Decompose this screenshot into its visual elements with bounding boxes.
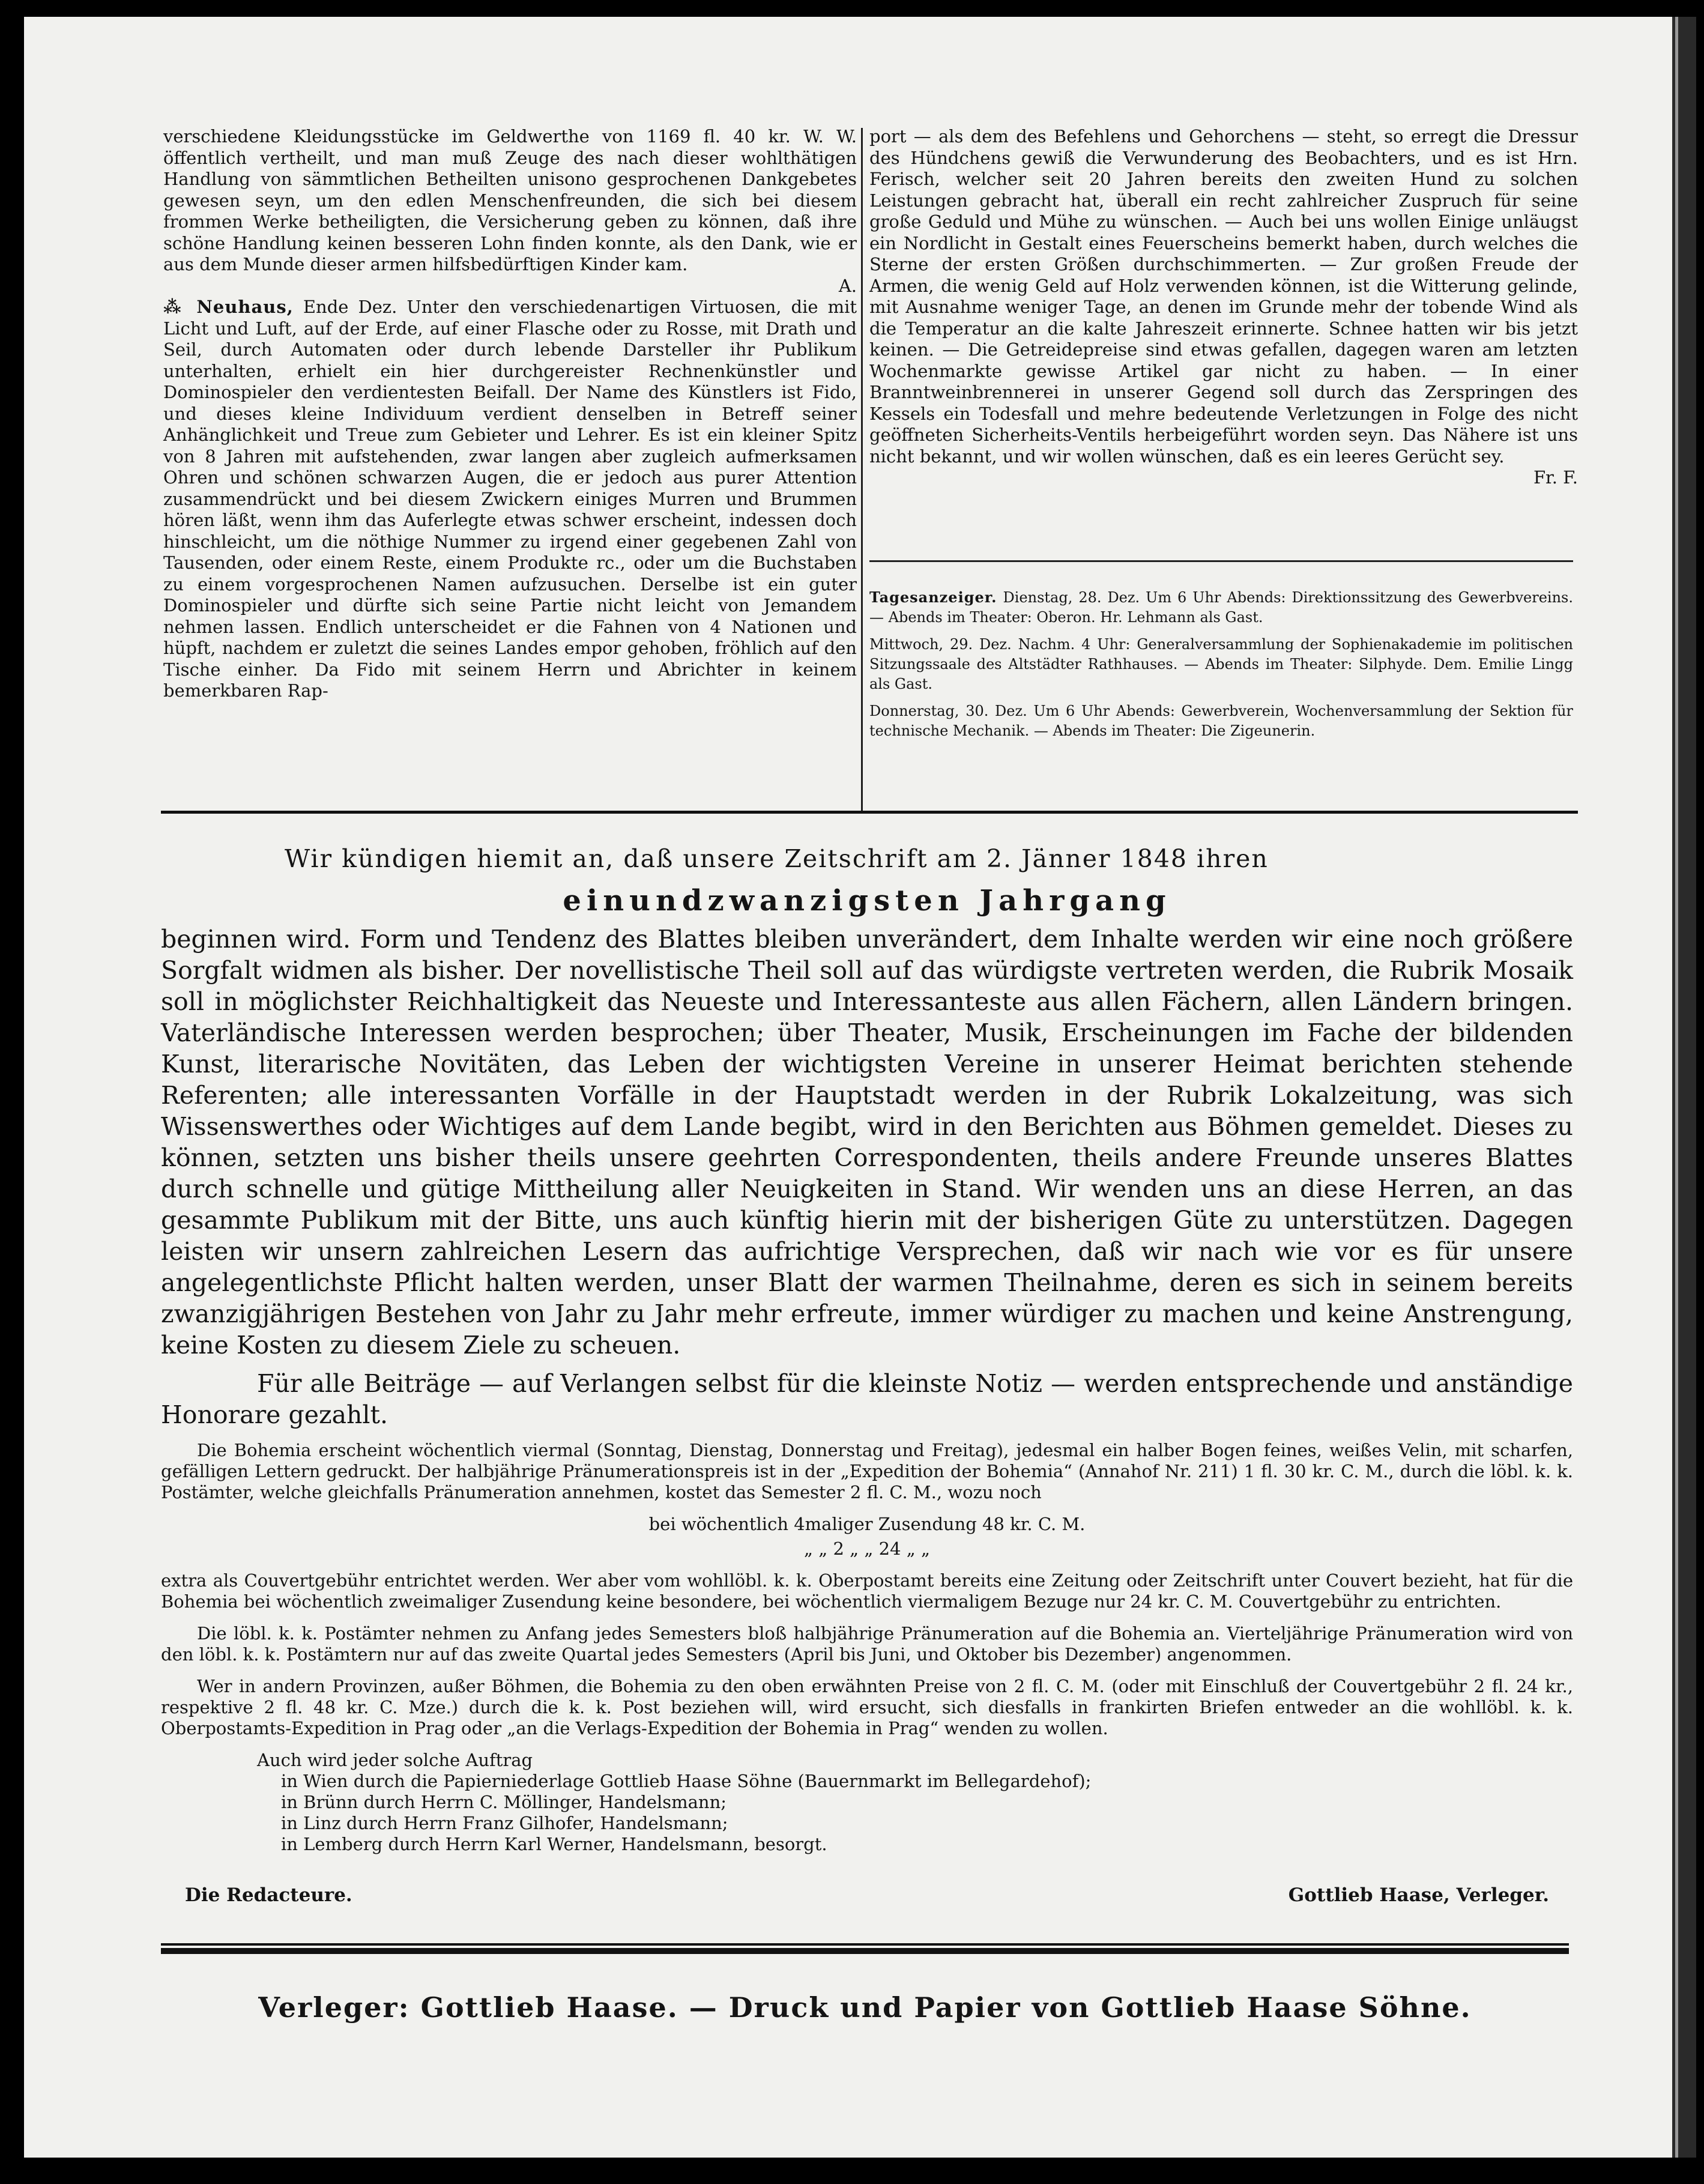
footer-rule-thin: [161, 1943, 1569, 1946]
footer-rule-thick: [161, 1948, 1569, 1954]
section-divider: [161, 811, 1578, 814]
neuhaus-report: Ende Dez. Unter den verschiedenartigen Virtuosen, die mit Licht und Luft, auf der Erde, auf einer Flasche oder zu Rosse, mit Drath und Seil, durch Automaten oder durch lebende Darsteller ihr Publikum unterhalten, erhielt ein hier durchgereister Rechnenkünstler und Dominospieler den verdientesten Beifall. Der Name des Künstlers ist Fido, und dieses kleine Individuum verdient denselben in Betreff seiner Anhänglichkeit und Treue zum Gebieter und Lehrer. Es ist ein kleiner Spitz von 8 Jahren mit aufstehenden, zwar langen aber zugleich aufmerksamen Ohren und schönen schwarzen Augen, die er jedoch aus purer Attention zusammendrückt und bei diesem Zwickern einiges Murren und Brummen hören läßt, wenn ihm das Auferlegte etwas schwer erscheint, indessen doch hinschleicht, um die nöthige Nummer zu irgend einer gegebenen Zahl von Tausenden, oder einem Reste, einem Produkte rc., oder um die Buchstaben zu einem vorgesprochenen Namen aufzusuchen. Derselbe ist ein guter Dominospieler und dürfte sich seine Partie nicht leicht von Jemandem nehmen lassen. Endlich unterscheidet er die Fahnen von 4 Nationen und hüpft, nachdem er zuletzt die seines Landes empor gehoben, fröhlich auf den Tische einher. Da Fido mit seinem Herrn und Abrichter in keinem bemerkbaren Rap-: [163, 297, 857, 701]
events-listing: [869, 587, 1573, 748]
neuhaus-lead: ⁂ Neuhaus,: [163, 297, 294, 317]
newspaper-page: [24, 17, 1672, 2158]
right-signature-1: Fr. F.: [1533, 467, 1578, 488]
editors-signature: Die Redacteure.: [185, 1884, 352, 1906]
events-heading: Tagesanzeiger.: [869, 588, 997, 606]
honorar-note: Für alle Beiträge — auf Verlangen selbst für die kleinste Notiz — werden entsprechende und anständige Honorare gezahlt.: [161, 1369, 1573, 1429]
delivery-rate-2x: „ „ 2 „ „ 24 „ „: [803, 1538, 931, 1559]
right-paragraph-1: port — als dem des Befehlens und Gehorchens — steht, so erregt die Dressur des Hündchens gewiß die Verwunderung des Beobachters, und es ist Hrn. Ferisch, welcher seit 20 Jahren bereits den zweiten Hund zu solchen Leistungen gebracht hat, überall ein recht zahlreicher Zuspruch für seine große Geduld und Mühe zu wünschen. — Auch bei uns wollen Einige unläugst ein Nordlicht in Gestalt eines Feuerscheins bemerkt haben, durch welches die Sterne der ersten Größen durchschimmerten. — Zur großen Freude der Armen, die wenig Geld auf Holz verwenden können, ist die Witterung gelinde, mit Ausnahme weniger Tage, an denen im Grunde mehr der tobende Wind als die Temperatur an die kalte Jahreszeit erinnerte. Schnee hatten wir bis jetzt keinen. — Die Getreidepreise sind etwas gefallen, dagegen waren am letzten Wochenmarkte gewisse Artikel gar nicht zu haben. — In einer Branntweinbrennerei in unserer Gegend soll durch das Zerspringen des Kessels ein Todesfall und mehre bedeutende Verletzungen in Folge des nicht geöffneten Sicherheits-Ventils herbeigeführt worden seyn. Das Nähere ist uns nicht bekannt, und wir wollen wünschen, daß es ein leeres Gerücht sey.: [869, 126, 1578, 467]
postamt-paragraph: Die löbl. k. k. Postämter nehmen zu Anfang jedes Semesters bloß halbjährige Pränumeration auf die Bohemia an. Vierteljährige Pränumeration wird von den löbl. k. k. Postämtern nur auf das zweite Quartal jedes Semesters (April bis Juni, und Oktober bis Dezember) angenommen.: [161, 1623, 1573, 1665]
event-tuesday-text: Dienstag, 28. Dez. Um 6 Uhr Abends: Direktionssitzung des Gewerbvereins. — Abends im Theater: Oberon. Hr. Lehmann als Gast.: [869, 589, 1573, 626]
left-column: [163, 126, 857, 702]
left-paragraph-1: verschiedene Kleidungsstücke im Geldwerthe von 1169 fl. 40 kr. W. W. öffentlich vertheilt, und man muß Zeuge des nach dieser wohlthätigen Handlung von sämmtlichen Betheilten unisono gesprochenen Dankgebetes gewesen seyn, um den edlen Menschenfreunden, die sich bei diesem frommen Werke betheiligten, die Versicherung geben zu können, daß ihre schöne Handlung keinen besseren Lohn finden konnte, als den Dank, wie er aus dem Munde dieser armen hilfsbedürftigen Kinder kam.: [163, 126, 857, 274]
left-signature-1: A.: [838, 275, 857, 296]
publisher-signature: Gottlieb Haase, Verleger.: [1288, 1884, 1549, 1906]
agent-lemberg: in Lemberg durch Herrn Karl Werner, Handelsmann, besorgt.: [281, 1834, 827, 1854]
announcement-body: beginnen wird. Form und Tendenz des Blattes bleiben unverändert, dem Inhalte werden wir eine noch größere Sorgfalt widmen als bisher. Der novellistische Theil soll auf das würdigste vertreten werden, die Rubrik Mosaik soll in möglichster Reichhaltigkeit das Neueste und Interessanteste aus allen Fächern, allen Ländern bringen. Vaterländische Interessen werden besprochen; über Theater, Musik, Erscheinungen im Fache der bildenden Kunst, literarische Novitäten, das Leben der wichtigsten Vereine in unserer Heimat berichten stehende Referenten; alle interessanten Vorfälle in der Hauptstadt werden in der Rubrik Lokalzeitung, was sich Wissenswerthes oder Wichtiges auf dem Lande begibt, wird in den Berichten aus Böhmen gemeldet. Dieses zu können, setzten uns bisher theils unsere geehrten Correspondenten, theils andere Freunde unseres Blattes durch schnelle und gütige Mittheilung aller Neuigkeiten in Stand. Wir wenden uns an diese Herren, an das gesammte Publikum mit der Bitte, uns auch künftig hierin mit der bisherigen Güte zu unterstützen. Dagegen leisten wir unsern zahlreichen Lesern das aufrichtige Versprechen, daß wir nach wie vor es für unsere angelegentlichste Pflicht halten werden, unser Blatt der warmen Theilnahme, deren es sich in seinem bereits zwanzigjährigen Bestehen von Jahr zu Jahr mehr erfreute, immer würdiger zu machen und keine Anstrengung, keine Kosten zu diesem Ziele zu scheuen.: [161, 925, 1573, 1360]
pricing-paragraph: Die Bohemia erscheint wöchentlich viermal (Sonntag, Dienstag, Donnerstag und Freitag), jedesmal ein halber Bogen feines, weißes Velin, mit scharfen, gefälligen Lettern gedruckt. Der halbjährige Pränumerationspreis ist in der „Expedition der Bohemia“ (Annahof Nr. 211) 1 fl. 30 kr. C. M., durch die löbl. k. k. Postämter, welche gleichfalls Pränumeration annehmen, kostet das Semester 2 fl. C. M., wozu noch: [161, 1440, 1573, 1502]
auftrag-line: Auch wird jeder solche Auftrag: [257, 1750, 533, 1770]
event-tuesday: [869, 587, 1573, 628]
right-column: [869, 126, 1578, 489]
agent-bruenn: in Brünn durch Herrn C. Möllinger, Handelsmann;: [281, 1792, 727, 1812]
column-divider: [861, 128, 863, 812]
couvert-paragraph: extra als Couvertgebühr entrichtet werden. Wer aber vom wohllöbl. k. k. Oberpostamt bereits eine Zeitung oder Zeitschrift unter Couvert bezieht, hat für die Bohemia bei wöchentlich zweimaliger Zusendung keine besondere, bei wöchentlich viermaligem Bezuge nur 24 kr. C. M. Couvertgebühr zu entrichten.: [161, 1570, 1573, 1612]
event-wednesday: Mittwoch, 29. Dez. Nachm. 4 Uhr: Generalversammlung der Sophienakademie im politischen Sitzungssaale des Altstädter Rathhauses. — Abends im Theater: Silphyde. Dem. Emilie Lingg als Gast.: [869, 636, 1573, 692]
left-paragraph-2: [163, 297, 857, 702]
imprint: Verleger: Gottlieb Haase. — Druck und Papier von Gottlieb Haase Söhne.: [258, 1991, 1472, 2024]
announcement-intro: Wir kündigen hiemit an, daß unsere Zeitschrift am 2. Jänner 1848 ihren: [285, 844, 1269, 873]
announcement-title: einundzwanzigsten Jahrgang: [563, 884, 1171, 918]
scan-edge-highlight: [1675, 17, 1678, 2158]
provinces-paragraph: Wer in andern Provinzen, außer Böhmen, die Bohemia zu den oben erwähnten Preise von 2 fl. C. M. (oder mit Einschluß der Couvertgebühr 2 fl. 24 kr., respektive 2 fl. 48 kr. C. Mze.) durch die k. k. Post beziehen will, wird ersucht, sich diesfalls in frankirten Briefen entweder an die wohllöbl. k. k. Oberpostamts-Expedition in Prag oder „an die Verlags-Expedition der Bohemia in Prag“ wenden zu wollen.: [161, 1676, 1573, 1738]
agent-linz: in Linz durch Herrn Franz Gilhofer, Handelsmann;: [281, 1813, 728, 1833]
events-divider: [869, 560, 1573, 562]
event-thursday: Donnerstag, 30. Dez. Um 6 Uhr Abends: Gewerbverein, Wochenversammlung der Sektion für technische Mechanik. — Abends im Theater: Die Zigeunerin.: [869, 703, 1573, 739]
subscription-announcement: [161, 844, 1573, 1855]
agent-wien: in Wien durch die Papierniederlage Gottlieb Haase Söhne (Bauernmarkt im Bellegardehof);: [281, 1771, 1092, 1791]
delivery-rate-4x: bei wöchentlich 4maliger Zusendung 48 kr. C. M.: [648, 1514, 1086, 1534]
